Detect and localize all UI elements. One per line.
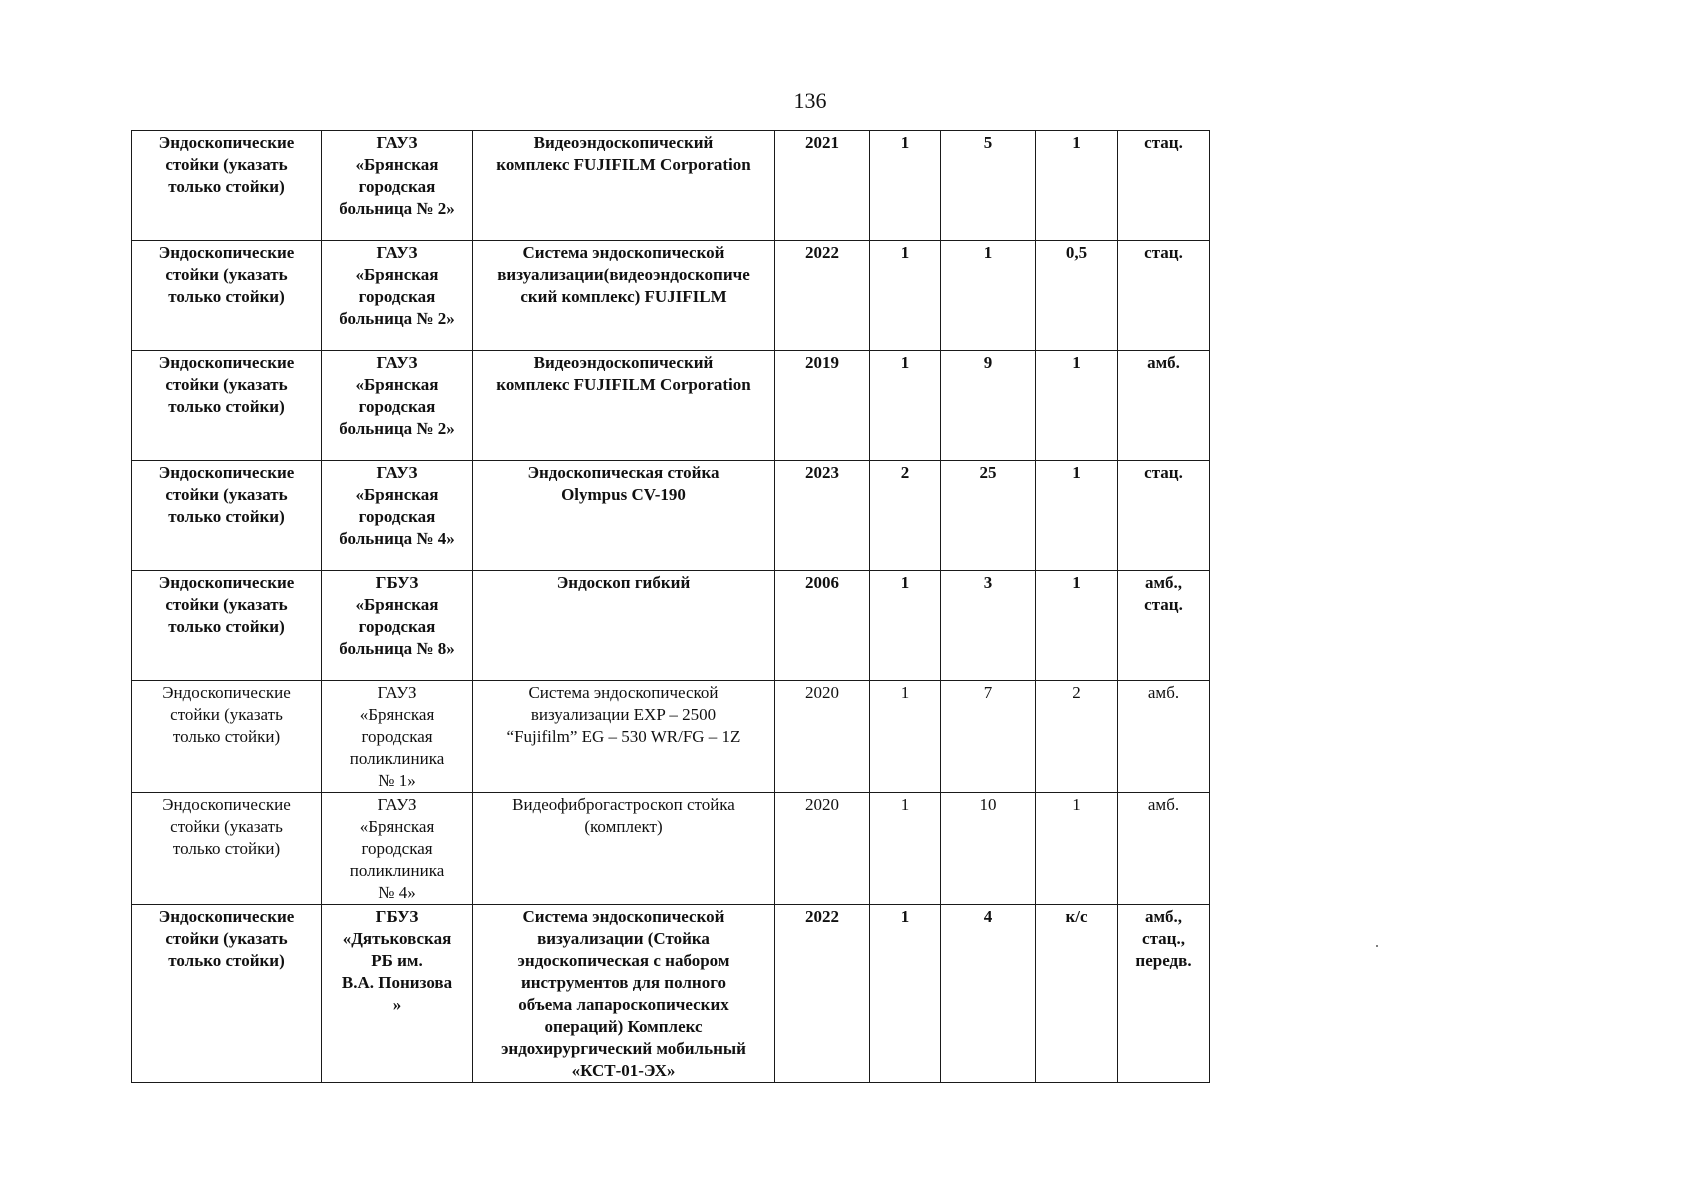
- table-row-6: [132, 681, 1210, 793]
- mode-text: амб., стац., передв.: [1135, 907, 1192, 970]
- year-cell: [775, 461, 870, 571]
- category-text: Эндоскопические стойки (указать только стойки): [158, 573, 295, 636]
- category-cell: [132, 571, 322, 681]
- value-2-cell: [1036, 131, 1118, 241]
- organization-text: ГАУЗ «Брянская городская поликлиника № 4»: [349, 795, 445, 902]
- organization-cell: [322, 461, 473, 571]
- organization-cell: [322, 681, 473, 793]
- category-text: Эндоскопические стойки (указать только стойки): [158, 243, 295, 306]
- mode-cell: [1118, 793, 1210, 905]
- year-cell: [775, 571, 870, 681]
- equipment-cell: [473, 461, 775, 571]
- quantity-cell: [870, 793, 941, 905]
- value-2-text: 1: [1072, 353, 1081, 372]
- year-cell: [775, 351, 870, 461]
- value-2-text: к/с: [1065, 907, 1088, 926]
- category-cell: [132, 241, 322, 351]
- organization-cell: [322, 351, 473, 461]
- quantity-text: 1: [900, 795, 910, 814]
- equipment-text: Видеоэндоскопический комплекс FUJIFILM Corporation: [496, 353, 751, 394]
- equipment-cell: [473, 681, 775, 793]
- category-cell: [132, 351, 322, 461]
- category-text: Эндоскопические стойки (указать только стойки): [158, 133, 295, 196]
- quantity-cell: [870, 681, 941, 793]
- organization-cell: [322, 241, 473, 351]
- category-cell: [132, 793, 322, 905]
- value-1-text: 10: [979, 795, 997, 814]
- equipment-cell: [473, 571, 775, 681]
- value-2-text: 1: [1072, 463, 1081, 482]
- year-text: 2019: [805, 353, 839, 372]
- page-number: 136: [793, 88, 827, 113]
- category-text: Эндоскопические стойки (указать только стойки): [158, 463, 295, 526]
- quantity-cell: [870, 461, 941, 571]
- quantity-cell: [870, 571, 941, 681]
- organization-text: ГАУЗ «Брянская городская больница № 2»: [339, 243, 455, 328]
- value-1-text: 3: [983, 573, 993, 592]
- value-2-text: 2: [1072, 683, 1081, 702]
- mode-text: стац.: [1144, 133, 1183, 152]
- organization-text: ГБУЗ «Дятьковская РБ им. В.А. Понизова »: [341, 907, 453, 1014]
- year-cell: [775, 241, 870, 351]
- mode-cell: [1118, 241, 1210, 351]
- value-1-cell: [941, 793, 1036, 905]
- mode-text: амб., стац.: [1144, 573, 1183, 614]
- category-text: Эндоскопические стойки (указать только стойки): [158, 907, 295, 970]
- table-row-1: [132, 131, 1210, 241]
- value-1-cell: [941, 681, 1036, 793]
- year-text: 2006: [805, 573, 839, 592]
- table-row-8: [132, 905, 1210, 1083]
- equipment-text: Эндоскопическая стойка Olympus CV-190: [527, 463, 720, 504]
- value-1-text: 4: [983, 907, 993, 926]
- equipment-text: Видеофиброгастроскоп стойка (комплект): [512, 795, 735, 836]
- equipment-table: [131, 130, 1210, 1083]
- mode-text: амб.: [1147, 683, 1180, 702]
- value-2-cell: [1036, 793, 1118, 905]
- category-text: Эндоскопические стойки (указать только стойки): [162, 683, 291, 746]
- category-cell: [132, 681, 322, 793]
- year-text: 2022: [805, 243, 839, 262]
- organization-text: ГАУЗ «Брянская городская больница № 4»: [339, 463, 455, 548]
- mode-cell: [1118, 351, 1210, 461]
- year-cell: [775, 905, 870, 1083]
- table-row-2: [132, 241, 1210, 351]
- year-text: 2021: [805, 133, 839, 152]
- mode-cell: [1118, 131, 1210, 241]
- equipment-cell: [473, 131, 775, 241]
- year-text: 2022: [805, 907, 839, 926]
- year-cell: [775, 681, 870, 793]
- mode-text: амб.: [1147, 795, 1180, 814]
- organization-cell: [322, 905, 473, 1083]
- category-cell: [132, 461, 322, 571]
- category-cell: [132, 131, 322, 241]
- value-1-cell: [941, 241, 1036, 351]
- value-1-text: 25: [979, 463, 997, 482]
- equipment-text: Система эндоскопической визуализации EXP – 2500 “Fujifilm” EG – 530 WR/FG – 1Z: [506, 683, 741, 746]
- equipment-text: Система эндоскопической визуализации(видеоэндоскопиче ский комплекс) FUJIFILM: [497, 243, 750, 306]
- quantity-text: 1: [900, 907, 910, 926]
- year-text: 2020: [805, 683, 839, 702]
- value-2-cell: [1036, 241, 1118, 351]
- value-2-cell: [1036, 571, 1118, 681]
- value-2-cell: [1036, 351, 1118, 461]
- mode-text: амб.: [1147, 353, 1180, 372]
- value-1-cell: [941, 351, 1036, 461]
- year-cell: [775, 793, 870, 905]
- table-row-5: [132, 571, 1210, 681]
- mode-cell: [1118, 905, 1210, 1083]
- mode-cell: [1118, 571, 1210, 681]
- value-1-text: 9: [983, 353, 993, 372]
- organization-text: ГАУЗ «Брянская городская поликлиника № 1»: [349, 683, 445, 790]
- value-2-text: 1: [1072, 795, 1081, 814]
- table-row-4: [132, 461, 1210, 571]
- value-1-text: 7: [983, 683, 993, 702]
- value-2-text: 1: [1072, 133, 1081, 152]
- table-body: [132, 131, 1210, 1083]
- value-2-text: 1: [1072, 573, 1081, 592]
- quantity-text: 2: [900, 463, 910, 482]
- table-row-3: [132, 351, 1210, 461]
- quantity-cell: [870, 131, 941, 241]
- value-1-cell: [941, 905, 1036, 1083]
- mode-cell: [1118, 681, 1210, 793]
- year-text: 2023: [805, 463, 839, 482]
- category-text: Эндоскопические стойки (указать только стойки): [162, 795, 291, 858]
- organization-text: ГБУЗ «Брянская городская больница № 8»: [339, 573, 455, 658]
- year-text: 2020: [805, 795, 839, 814]
- quantity-cell: [870, 351, 941, 461]
- organization-cell: [322, 793, 473, 905]
- organization-cell: [322, 571, 473, 681]
- quantity-text: 1: [900, 683, 910, 702]
- value-1-cell: [941, 461, 1036, 571]
- equipment-cell: [473, 793, 775, 905]
- organization-text: ГАУЗ «Брянская городская больница № 2»: [339, 353, 455, 438]
- equipment-text: Система эндоскопической визуализации (Стойка эндоскопическая с набором инструментов для полного объема лапароскопических операций) Комплекс эндохирургический мобильный «КСТ-01-ЭХ»: [501, 907, 746, 1080]
- value-1-cell: [941, 571, 1036, 681]
- value-1-cell: [941, 131, 1036, 241]
- table-row-7: [132, 793, 1210, 905]
- mode-text: стац.: [1144, 243, 1183, 262]
- category-text: Эндоскопические стойки (указать только стойки): [158, 353, 295, 416]
- equipment-cell: [473, 241, 775, 351]
- mode-text: стац.: [1144, 463, 1183, 482]
- value-2-cell: [1036, 681, 1118, 793]
- equipment-cell: [473, 351, 775, 461]
- value-1-text: 5: [983, 133, 993, 152]
- quantity-cell: [870, 241, 941, 351]
- year-cell: [775, 131, 870, 241]
- category-cell: [132, 905, 322, 1083]
- quantity-text: 1: [900, 133, 910, 152]
- mode-cell: [1118, 461, 1210, 571]
- organization-cell: [322, 131, 473, 241]
- equipment-text: Эндоскоп гибкий: [556, 573, 691, 592]
- equipment-text: Видеоэндоскопический комплекс FUJIFILM Corporation: [496, 133, 751, 174]
- equipment-cell: [473, 905, 775, 1083]
- value-2-text: 0,5: [1065, 243, 1088, 262]
- value-2-cell: [1036, 905, 1118, 1083]
- quantity-cell: [870, 905, 941, 1083]
- organization-text: ГАУЗ «Брянская городская больница № 2»: [339, 133, 455, 218]
- quantity-text: 1: [900, 573, 910, 592]
- scan-dot-mark: [1376, 945, 1378, 947]
- quantity-text: 1: [900, 243, 910, 262]
- value-2-cell: [1036, 461, 1118, 571]
- quantity-text: 1: [900, 353, 910, 372]
- value-1-text: 1: [983, 243, 993, 262]
